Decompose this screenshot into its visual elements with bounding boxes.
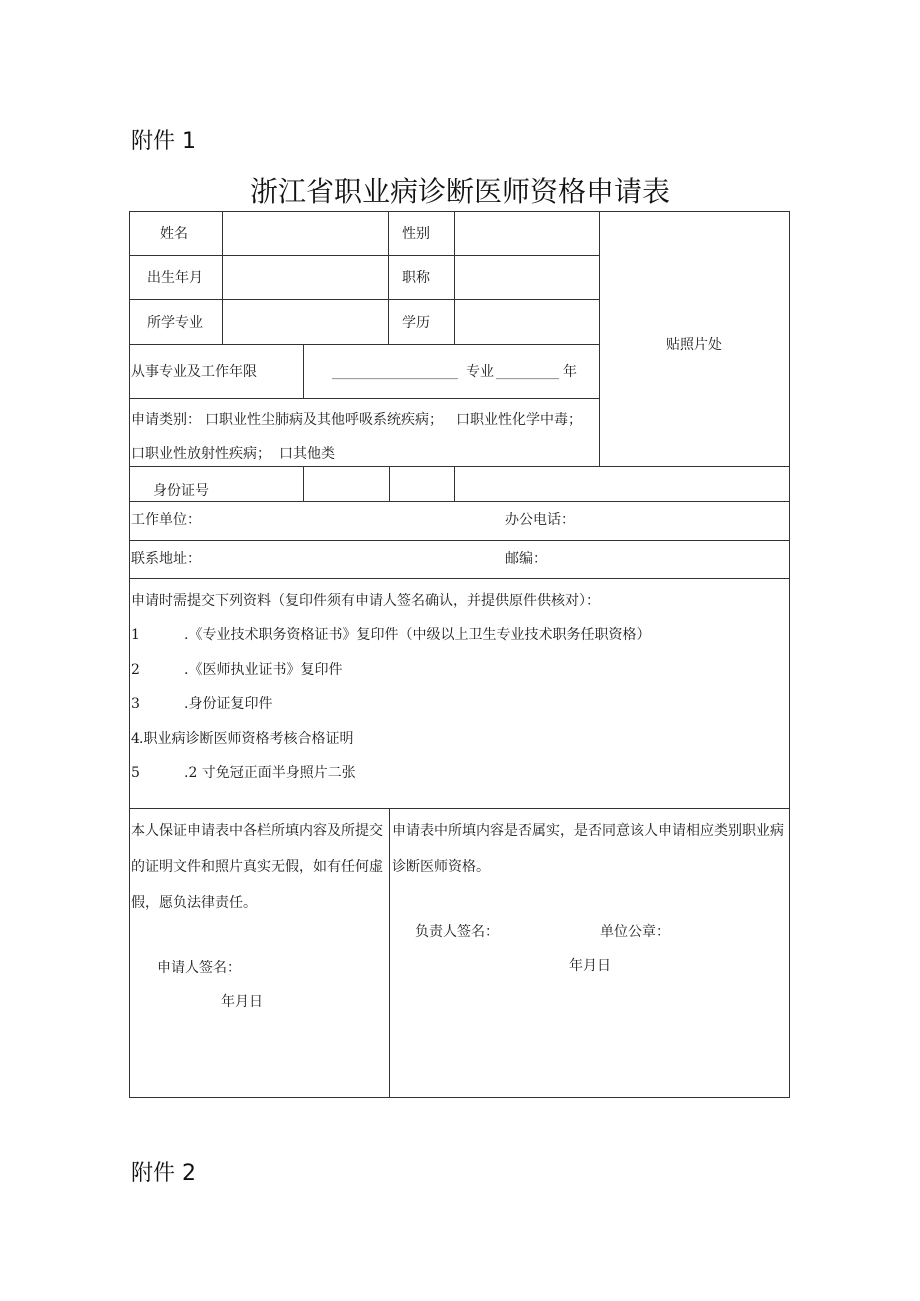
leader-signature-label: 负责人签名：: [415, 924, 499, 940]
work-years-label: 从事专业及工作年限: [131, 364, 257, 380]
photo-label: 贴照片处: [666, 337, 722, 353]
work-unit-label: 工作单位：: [131, 512, 201, 528]
material-number: 5: [131, 765, 140, 781]
major-label: 所学专业: [147, 315, 203, 331]
education-field[interactable]: [456, 301, 598, 343]
office-phone-label: 办公电话：: [505, 512, 575, 528]
material-item: .2 寸免冠正面半身照片二张: [184, 765, 356, 781]
name-field[interactable]: [224, 213, 387, 254]
work-years-years-blank[interactable]: _________: [496, 364, 559, 380]
birth-label: 出生年月: [147, 270, 203, 286]
material-number: 4: [131, 731, 140, 747]
material-item: .职业病诊断医师资格考核合格证明: [139, 731, 354, 747]
education-label: 学历: [402, 315, 430, 331]
id-label: 身份证号: [153, 483, 209, 499]
title-field[interactable]: [456, 257, 598, 298]
id-field-part-3[interactable]: [456, 468, 788, 500]
applicant-signature-label: 申请人签名：: [157, 960, 241, 976]
unit-date: 年月日: [569, 958, 611, 974]
birth-field[interactable]: [224, 257, 387, 298]
id-field-part-2[interactable]: [391, 468, 453, 500]
postcode-label: 邮编：: [505, 551, 547, 567]
applicant-statement: 本人保证申请表中各栏所填内容及所提交的证明文件和照片真实无假，如有任何虚假，愿负法律责任。: [131, 823, 383, 911]
id-field-part-1[interactable]: [305, 468, 388, 500]
category-option-pneumoconiosis[interactable]: 口职业性尘肺病及其他呼吸系统疾病；: [205, 412, 443, 428]
name-label: 姓名: [160, 226, 188, 242]
attachment-1-label: 附件 1: [131, 129, 196, 154]
applicant-signature-field[interactable]: [245, 955, 375, 979]
attachment-2-label: 附件 2: [131, 1161, 196, 1186]
work-years-year-word: 年: [563, 364, 577, 380]
material-item: .《专业技术职务资格证书》复印件（中级以上卫生专业技术职务任职资格）: [184, 627, 651, 643]
material-number: 3: [131, 696, 140, 712]
work-years-major-word: 专业: [466, 364, 494, 380]
gender-label: 性别: [402, 226, 430, 242]
material-number: 2: [131, 662, 140, 678]
form-title: 浙江省职业病诊断医师资格申请表: [249, 175, 670, 208]
materials-intro: 申请时需提交下列资料（复印件须有申请人签名确认，并提供原件供核对）：: [131, 593, 600, 609]
unit-statement: 申请表中所填内容是否属实，是否同意该人申请相应类别职业病诊断医师资格。: [392, 823, 784, 875]
category-option-other[interactable]: 口其他类: [279, 446, 335, 462]
material-number: 1: [131, 627, 140, 643]
work-years-major-blank[interactable]: __________________: [332, 364, 458, 380]
address-label: 联系地址：: [131, 551, 201, 567]
gender-field[interactable]: [456, 213, 598, 254]
unit-seal-label: 单位公章：: [600, 924, 670, 940]
category-option-chemical[interactable]: 口职业性化学中毒；: [456, 412, 582, 428]
material-item: .《医师执业证书》复印件: [184, 662, 343, 678]
title-label: 职称: [402, 270, 430, 286]
category-option-radiation[interactable]: 口职业性放射性疾病；: [131, 446, 271, 462]
material-item: .身份证复印件: [184, 696, 273, 712]
category-label: 申请类别：: [131, 412, 201, 428]
applicant-date: 年月日: [221, 994, 263, 1010]
major-field[interactable]: [224, 301, 387, 343]
